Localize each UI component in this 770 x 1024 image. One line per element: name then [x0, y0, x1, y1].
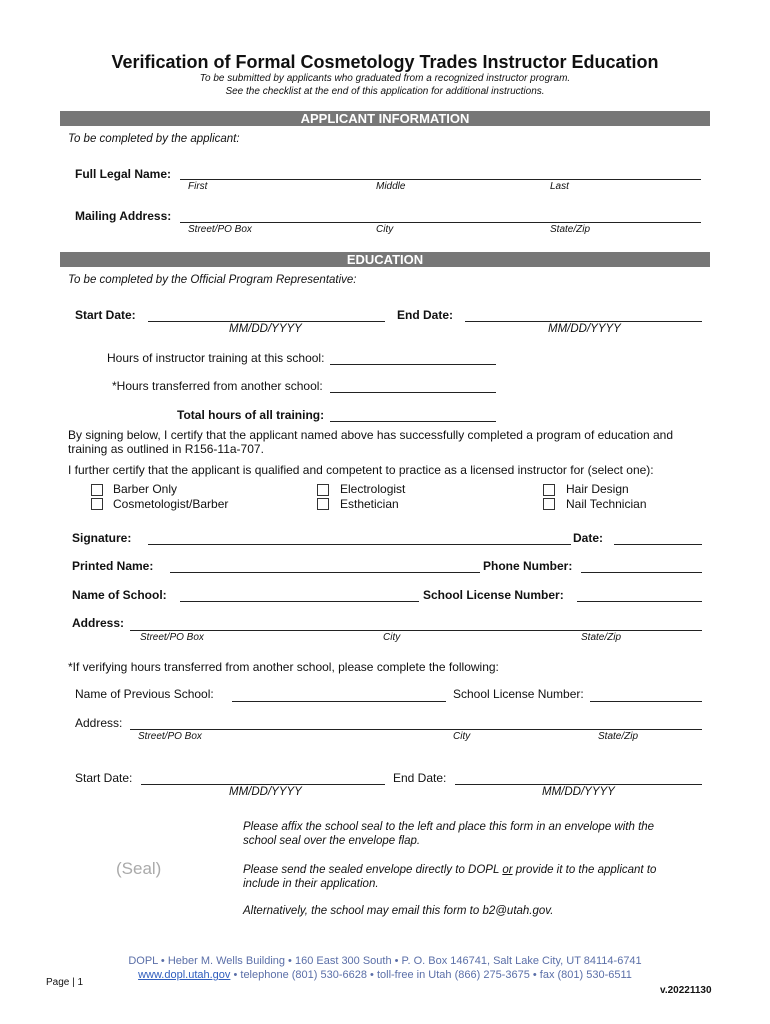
previous-address-label: Address:: [75, 716, 123, 730]
middle-name-caption: Middle: [376, 181, 406, 192]
seal-note-send: Please send the sealed envelope directly to DOPL or provide it to the applicant to include in their application.: [243, 864, 657, 890]
previous-street-caption: Street/PO Box: [138, 731, 202, 742]
form-subtitle-2: See the checklist at the end of this application for additional instructions.: [225, 86, 545, 97]
school-address-field[interactable]: [130, 630, 702, 631]
signature-label: Signature:: [72, 531, 132, 545]
hours-transferred-field[interactable]: [330, 392, 496, 393]
school-street-caption: Street/PO Box: [140, 632, 204, 643]
street-caption: Street/PO Box: [188, 224, 252, 235]
mailing-address-field[interactable]: [180, 222, 701, 223]
previous-license-label: School License Number:: [453, 687, 584, 701]
city-caption: City: [376, 224, 394, 235]
hours-school-label: Hours of instructor training at this school:: [107, 351, 325, 365]
footer-address: DOPL • Heber M. Wells Building • 160 East 300 South • P. O. Box 146741, Salt Lake City, UT 84114-6741: [128, 955, 642, 967]
previous-state-zip-caption: State/Zip: [598, 731, 639, 742]
school-name-field[interactable]: [180, 601, 419, 602]
transfer-instruction: *If verifying hours transferred from another school, please complete the following:: [68, 660, 499, 674]
school-license-label: School License Number:: [423, 588, 564, 602]
total-hours-label: Total hours of all training:: [177, 408, 325, 422]
end-date-field[interactable]: [465, 321, 702, 322]
last-name-caption: Last: [550, 181, 569, 192]
signature-date-label: Date:: [573, 531, 604, 545]
total-hours-field[interactable]: [330, 421, 496, 422]
end-date-caption: MM/DD/YYYY: [548, 323, 621, 335]
school-city-caption: City: [383, 632, 401, 643]
hours-transferred-label: *Hours transferred from another school:: [112, 379, 323, 393]
seal-placeholder: (Seal): [116, 859, 162, 878]
school-license-field[interactable]: [577, 601, 702, 602]
school-state-zip-caption: State/Zip: [581, 632, 622, 643]
applicant-instruction: To be completed by the applicant:: [68, 133, 240, 145]
cosmetologist-barber-checkbox[interactable]: [91, 498, 103, 510]
certification-statement: By signing below, I certify that the applicant named above has successfully completed a program of education and training as outlined in R156-11a-707.: [68, 428, 674, 456]
qualification-statement: I further certify that the applicant is qualified and competent to practice as a licensed instructor for (select one):: [68, 463, 654, 477]
nail-technician-checkbox[interactable]: [543, 498, 555, 510]
form-title: Verification of Formal Cosmetology Trades Instructor Education: [111, 52, 659, 72]
education-instruction: To be completed by the Official Program Representative:: [68, 274, 357, 286]
barber-only-checkbox[interactable]: [91, 484, 103, 496]
form-subtitle-1: To be submitted by applicants who graduated from a recognized instructor program.: [199, 73, 571, 84]
school-address-label: Address:: [72, 616, 125, 630]
barber-only-label: Barber Only: [113, 482, 178, 496]
school-name-label: Name of School:: [72, 588, 167, 602]
education-section-header: EDUCATION: [60, 252, 710, 267]
seal-note-affix: Please affix the school seal to the left and place this form in an envelope with the school seal over the envelope flap.: [243, 821, 655, 847]
previous-school-label: Name of Previous School:: [75, 687, 214, 701]
previous-city-caption: City: [453, 731, 471, 742]
esthetician-label: Esthetician: [340, 497, 399, 511]
previous-end-date-field[interactable]: [455, 784, 702, 785]
footer-contact: www.dopl.utah.gov • telephone (801) 530-6628 • toll-free in Utah (866) 275-3675 • fax (801) 530-6511: [138, 969, 632, 981]
mailing-address-label: Mailing Address:: [75, 209, 172, 223]
hair-design-checkbox[interactable]: [543, 484, 555, 496]
hours-school-field[interactable]: [330, 364, 496, 365]
signature-date-field[interactable]: [614, 544, 702, 545]
first-name-caption: First: [188, 181, 208, 192]
page-number: Page | 1: [46, 977, 84, 988]
phone-number-label: Phone Number:: [483, 559, 573, 573]
nail-technician-label: Nail Technician: [566, 497, 647, 511]
printed-name-field[interactable]: [170, 572, 480, 573]
previous-school-field[interactable]: [232, 701, 446, 702]
hair-design-label: Hair Design: [566, 482, 629, 496]
state-zip-caption: State/Zip: [550, 224, 591, 235]
seal-note-email: Alternatively, the school may email this form to b2@utah.gov.: [243, 905, 554, 917]
version-label: v.20221130: [660, 985, 712, 996]
esthetician-checkbox[interactable]: [317, 498, 329, 510]
previous-address-field[interactable]: [130, 729, 702, 730]
previous-end-date-caption: MM/DD/YYYY: [542, 786, 615, 798]
signature-field[interactable]: [148, 544, 571, 545]
previous-end-date-label: End Date:: [393, 771, 447, 785]
electrologist-label: Electrologist: [340, 482, 406, 496]
printed-name-label: Printed Name:: [72, 559, 154, 573]
cosmetologist-barber-label: Cosmetologist/Barber: [113, 497, 229, 511]
start-date-field[interactable]: [148, 321, 385, 322]
full-legal-name-label: Full Legal Name:: [75, 167, 172, 181]
previous-start-date-field[interactable]: [141, 784, 385, 785]
start-date-label: Start Date:: [75, 308, 136, 322]
applicant-section-header: APPLICANT INFORMATION: [60, 111, 710, 126]
electrologist-checkbox[interactable]: [317, 484, 329, 496]
dopl-website-link[interactable]: www.dopl.utah.gov: [138, 969, 231, 981]
previous-license-field[interactable]: [590, 701, 702, 702]
previous-start-date-label: Start Date:: [75, 771, 133, 785]
start-date-caption: MM/DD/YYYY: [229, 323, 302, 335]
full-legal-name-field[interactable]: [180, 179, 701, 180]
phone-number-field[interactable]: [581, 572, 702, 573]
end-date-label: End Date:: [397, 308, 454, 322]
previous-start-date-caption: MM/DD/YYYY: [229, 786, 302, 798]
